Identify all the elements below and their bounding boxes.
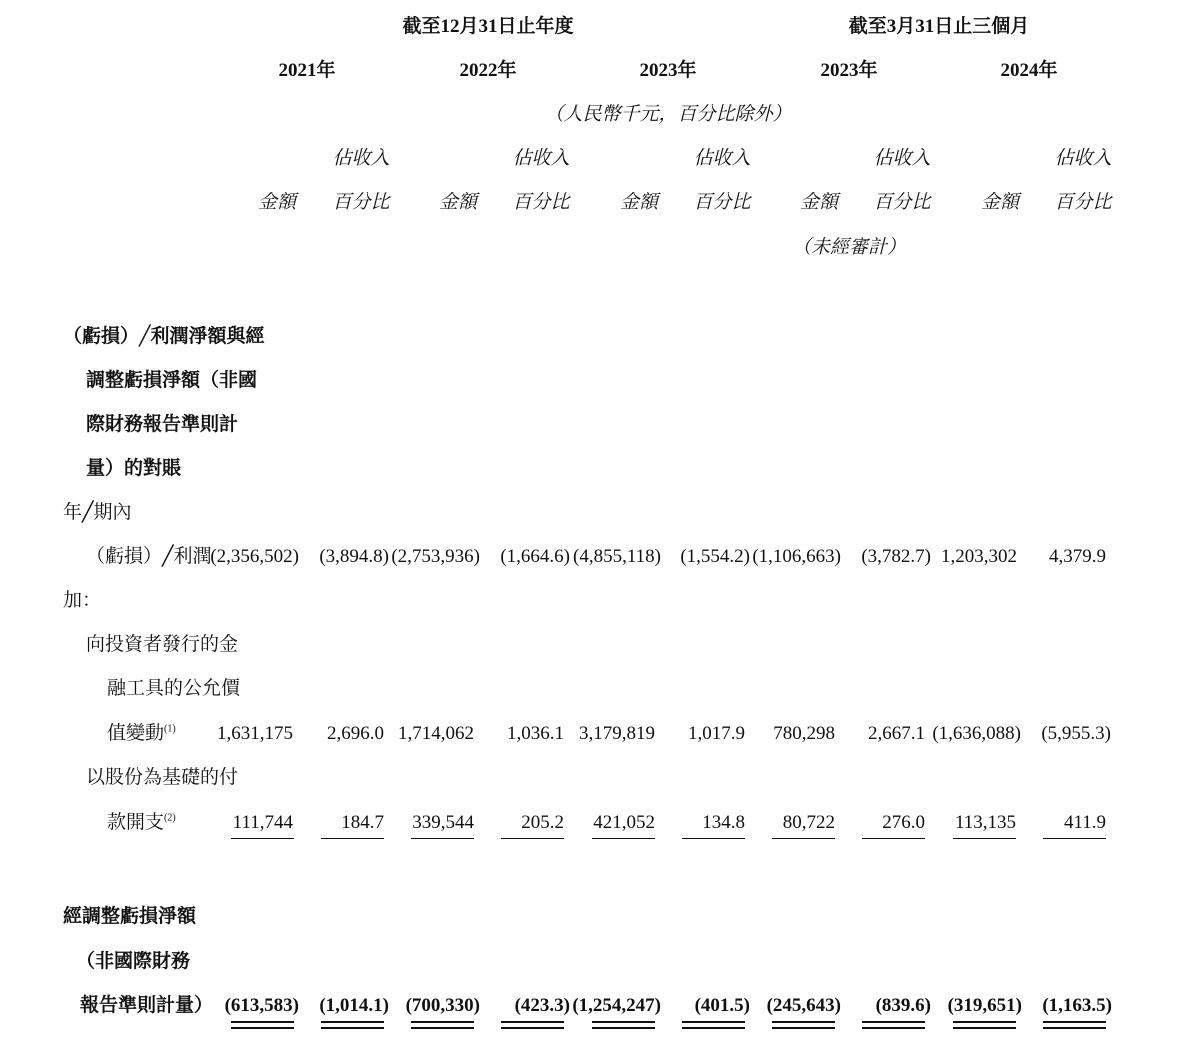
- adjusted-label-line: 報告準則計量）: [80, 995, 214, 1016]
- total-double-underline: [862, 1021, 925, 1023]
- header-group-months: 截至3月31日止三個月: [848, 16, 1030, 37]
- fair-value-cell: (1,636,088): [932, 723, 1021, 744]
- col-amount-header: 金額: [257, 192, 297, 213]
- section-title-line: 量）的對賬: [86, 458, 182, 479]
- fair-value-cell: (5,955.3): [1041, 723, 1111, 744]
- share-based-cell: 421,052: [593, 812, 655, 833]
- loss-profit-cell: 4,379.9: [1049, 546, 1106, 567]
- fair-value-label-line: 融工具的公允價: [107, 678, 241, 699]
- fair-value-cell: 1,036.1: [507, 723, 564, 744]
- loss-profit-cell: (1,664.6): [500, 546, 570, 567]
- fair-value-cell: 780,298: [773, 723, 835, 744]
- total-double-underline: [411, 1027, 474, 1029]
- share-based-cell: 411.9: [1063, 812, 1106, 833]
- col-pct-header-line1: 佔收入: [693, 148, 751, 169]
- share-based-cell: 276.0: [882, 812, 925, 833]
- total-double-underline: [592, 1021, 655, 1023]
- subtotal-underline: [592, 838, 655, 839]
- col-pct-header-line1: 佔收入: [332, 148, 390, 169]
- subtotal-underline: [772, 838, 835, 839]
- adjusted-cell: (700,330): [405, 995, 480, 1016]
- col-amount-header: 金額: [980, 192, 1020, 213]
- adjusted-cell: (1,254,247): [572, 995, 661, 1016]
- subtotal-underline: [231, 838, 294, 839]
- share-based-label-line: 款開支$^{(2)}$: [107, 812, 176, 833]
- adjusted-cell: (1,163.5): [1042, 995, 1112, 1016]
- adjusted-label-line: （非國際財務: [76, 951, 191, 972]
- adjusted-cell: (319,651): [947, 995, 1022, 1016]
- share-based-cell: 113,135: [954, 812, 1016, 833]
- loss-profit-cell: (1,554.2): [680, 546, 750, 567]
- subtotal-underline: [862, 838, 925, 839]
- subtotal-underline: [1043, 838, 1106, 839]
- total-double-underline: [1043, 1027, 1106, 1029]
- col-pct-header-line2: 百分比: [1054, 192, 1112, 213]
- fair-value-cell: 2,667.1: [868, 723, 925, 744]
- fair-value-cell: 1,017.9: [688, 723, 745, 744]
- share-based-cell: 134.8: [702, 812, 745, 833]
- section-title-line: 調整虧損淨額（非國: [86, 370, 258, 391]
- adjusted-cell: (245,643): [766, 995, 841, 1016]
- loss-profit-cell: (4,855,118): [573, 546, 661, 567]
- total-double-underline: [682, 1021, 745, 1023]
- loss-profit-cell: (2,753,936): [391, 546, 480, 567]
- total-double-underline: [231, 1027, 294, 1029]
- col-pct-header-line1: 佔收入: [873, 148, 931, 169]
- total-double-underline: [321, 1021, 384, 1023]
- total-double-underline: [772, 1027, 835, 1029]
- adjusted-label-line: 經調整虧損淨額: [63, 906, 197, 927]
- fair-value-cell: 1,714,062: [398, 723, 474, 744]
- subtotal-underline: [953, 838, 1016, 839]
- total-double-underline: [501, 1021, 564, 1023]
- col-amount-header: 金額: [619, 192, 659, 213]
- col-pct-header-line1: 佔收入: [512, 148, 570, 169]
- section-title-line: （虧損）╱利潤淨額與經: [63, 326, 265, 347]
- loss-profit-cell: 1,203,302: [941, 546, 1017, 567]
- col-pct-header-line2: 百分比: [512, 192, 570, 213]
- period-label: 年╱期內: [63, 502, 132, 523]
- loss-profit-cell: (1,106,663): [752, 546, 841, 567]
- header-group-years: 截至12月31日止年度: [402, 16, 574, 37]
- fair-value-cell: 2,696.0: [327, 723, 384, 744]
- col-pct-header-line2: 百分比: [332, 192, 390, 213]
- share-based-cell: 184.7: [341, 812, 384, 833]
- total-double-underline: [592, 1027, 655, 1029]
- footnote-ref: (1): [164, 723, 176, 735]
- loss-profit-cell: (3,782.7): [861, 546, 931, 567]
- total-double-underline: [682, 1027, 745, 1029]
- total-double-underline: [862, 1027, 925, 1029]
- total-double-underline: [501, 1027, 564, 1029]
- adjusted-cell: (1,014.1): [319, 995, 389, 1016]
- share-based-cell: 339,544: [412, 812, 474, 833]
- section-title-line: 際財務報告準則計: [86, 414, 239, 435]
- fair-value-cell: 1,631,175: [217, 723, 293, 744]
- total-double-underline: [953, 1021, 1016, 1023]
- total-double-underline: [411, 1021, 474, 1023]
- col-amount-header: 金額: [799, 192, 839, 213]
- fair-value-label-line: 值變動$^{(1)}$: [107, 723, 176, 744]
- unaudited-note: （未經審計）: [791, 237, 907, 258]
- loss-profit-label: （虧損）╱利潤: [86, 546, 212, 567]
- unit-note: （人民幣千元，百分比除外）: [544, 104, 792, 125]
- subtotal-underline: [682, 838, 745, 839]
- subtotal-underline: [411, 838, 474, 839]
- col-pct-header-line2: 百分比: [693, 192, 751, 213]
- loss-profit-cell: (3,894.8): [319, 546, 389, 567]
- share-based-cell: 111,744: [232, 812, 293, 833]
- total-double-underline: [321, 1027, 384, 1029]
- total-double-underline: [772, 1021, 835, 1023]
- year-header: 2022年: [459, 60, 517, 81]
- fair-value-label-line: 向投資者發行的金: [86, 634, 239, 655]
- col-amount-header: 金額: [438, 192, 478, 213]
- year-header: 2024年: [1000, 60, 1058, 81]
- adjusted-cell: (401.5): [694, 995, 750, 1016]
- subtotal-underline: [501, 838, 564, 839]
- adjusted-cell: (613,583): [224, 995, 299, 1016]
- year-header: 2023年: [820, 60, 878, 81]
- year-header: 2021年: [278, 60, 336, 81]
- share-based-label-line: 以股份為基礎的付: [86, 767, 239, 788]
- share-based-cell: 80,722: [782, 812, 835, 833]
- share-based-cell: 205.2: [521, 812, 564, 833]
- add-label: 加：: [63, 590, 102, 611]
- total-double-underline: [231, 1021, 294, 1023]
- total-double-underline: [1043, 1021, 1106, 1023]
- subtotal-underline: [321, 838, 384, 839]
- adjusted-cell: (423.3): [514, 995, 570, 1016]
- fair-value-cell: 3,179,819: [579, 723, 655, 744]
- col-pct-header-line1: 佔收入: [1054, 148, 1112, 169]
- adjusted-cell: (839.6): [875, 995, 931, 1016]
- loss-profit-cell: (2,356,502): [210, 546, 299, 567]
- total-double-underline: [953, 1027, 1016, 1029]
- year-header: 2023年: [639, 60, 697, 81]
- col-pct-header-line2: 百分比: [873, 192, 931, 213]
- footnote-ref: (2): [164, 812, 176, 824]
